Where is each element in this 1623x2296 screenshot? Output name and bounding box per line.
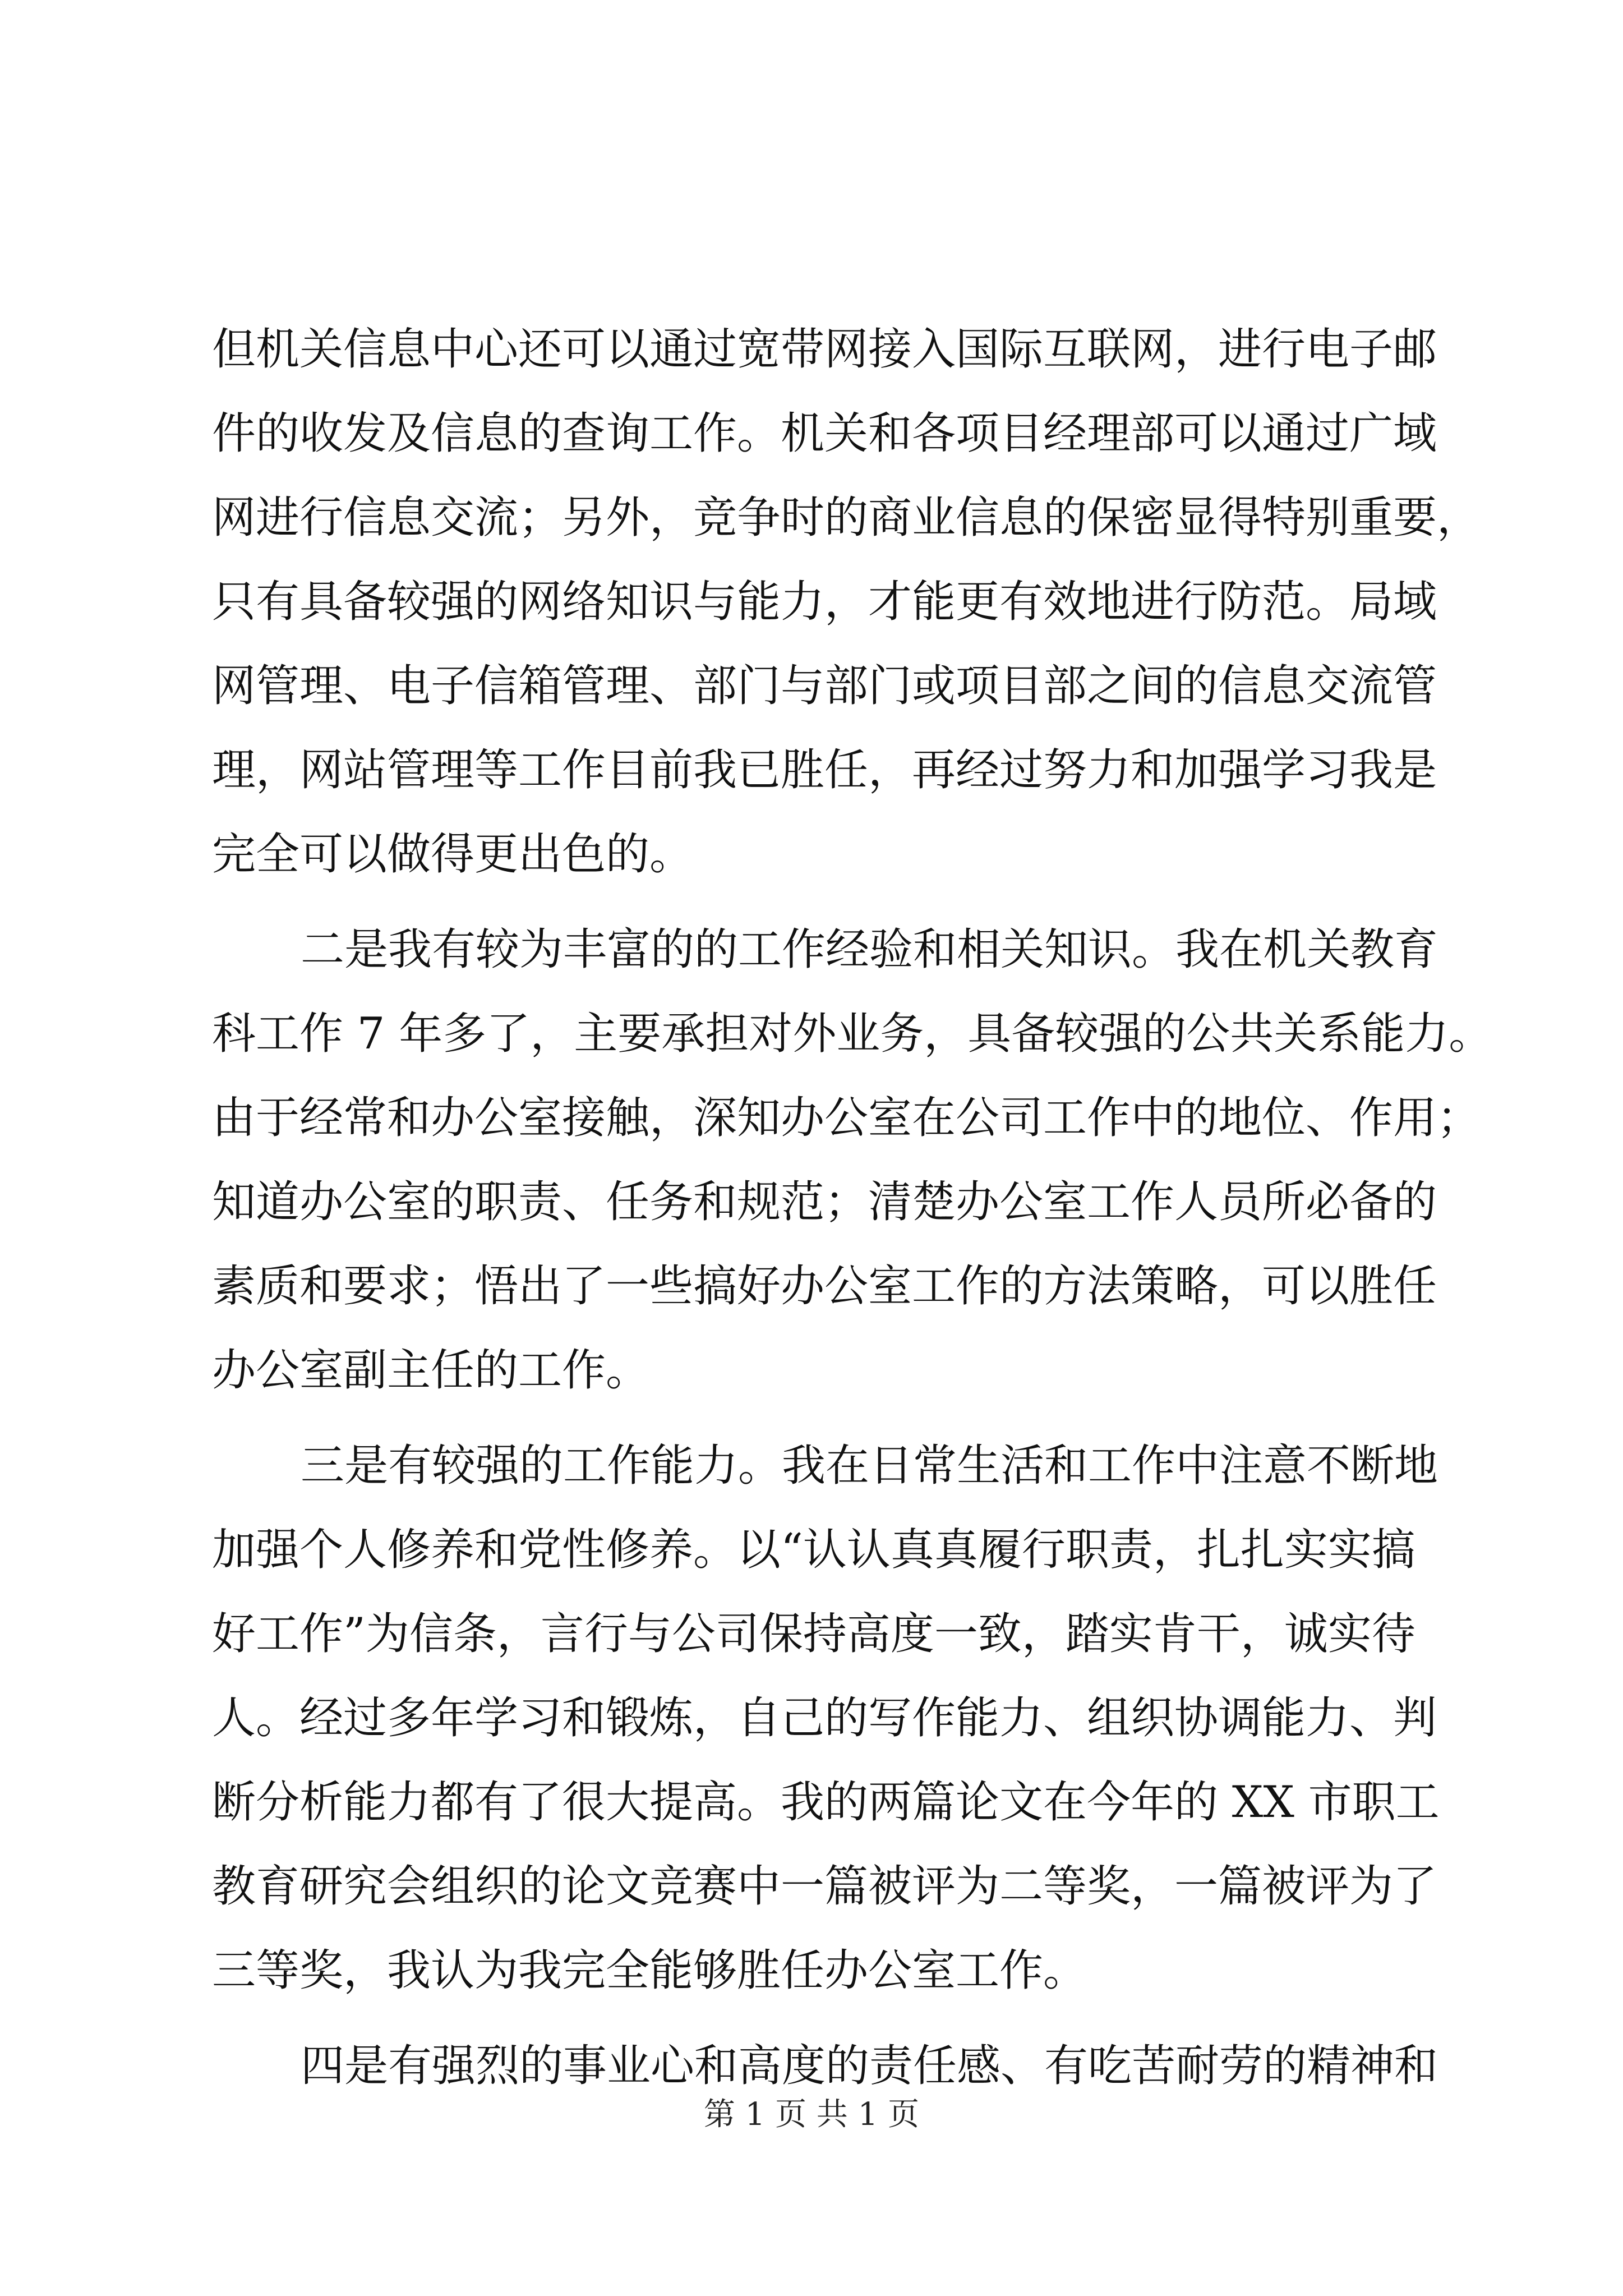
text-line: 只有具备较强的网络知识与能力，才能更有效地进行防范。局域 xyxy=(212,577,1437,627)
text-line: 但机关信息中心还可以通过宽带网接入国际互联网，进行电子邮 xyxy=(212,324,1437,375)
text-line: 教育研究会组织的论文竞赛中一篇被评为二等奖，一篇被评为了 xyxy=(212,1861,1437,1912)
text-line: 办公室副主任的工作。 xyxy=(212,1345,650,1396)
text-line: 知道办公室的职责、任务和规范；清楚办公室工作人员所必备的 xyxy=(212,1177,1437,1227)
text-line: 四是有强烈的事业心和高度的责任感、有吃苦耐劳的精神和 xyxy=(301,2041,1438,2091)
text-line: 件的收发及信息的查询工作。机关和各项目经理部可以通过广域 xyxy=(212,408,1437,459)
text-line: 三是有较强的工作能力。我在日常生活和工作中注意不断地 xyxy=(301,1441,1438,1491)
paragraph-1 xyxy=(212,307,1481,896)
text-line: 素质和要求；悟出了一些搞好办公室工作的方法策略，可以胜任 xyxy=(212,1261,1437,1312)
body-text xyxy=(212,307,1493,2108)
text-line: 二是我有较为丰富的的工作经验和相关知识。我在机关教育 xyxy=(301,924,1438,975)
text-line: 三等奖，我认为我完全能够胜任办公室工作。 xyxy=(212,1945,1087,1996)
text-line: 人。经过多年学习和锻炼，自己的写作能力、组织协调能力、判 xyxy=(212,1693,1437,1743)
paragraph-3 xyxy=(212,1424,1440,2013)
text-line: 断分析能力都有了很大提高。我的两篇论文在今年的 XX 市职工 xyxy=(212,1777,1440,1828)
text-line: 理，网站管理等工作目前我已胜任，再经过努力和加强学习我是 xyxy=(212,745,1437,795)
page-footer: 第 1 页 共 1 页 xyxy=(703,2096,920,2133)
text-line: 网管理、电子信箱管理、部门与部门或项目部之间的信息交流管 xyxy=(212,661,1437,711)
text-line: 科工作 7 年多了，主要承担对外业务，具备较强的公共关系能力。 xyxy=(212,1009,1493,1059)
text-line: 完全可以做得更出色的。 xyxy=(212,829,694,880)
text-line: 好工作”为信条，言行与公司保持高度一致，踏实肯干，诚实待 xyxy=(212,1609,1415,1659)
text-line: 加强个人修养和党性修养。以“认认真真履行职责，扎扎实实搞 xyxy=(212,1525,1415,1575)
paragraph-2 xyxy=(212,908,1493,1412)
text-line: 由于经常和办公室接触，深知办公室在公司工作中的地位、作用； xyxy=(212,1093,1481,1143)
text-line: 网进行信息交流；另外，竞争时的商业信息的保密显得特别重要， xyxy=(212,493,1481,543)
